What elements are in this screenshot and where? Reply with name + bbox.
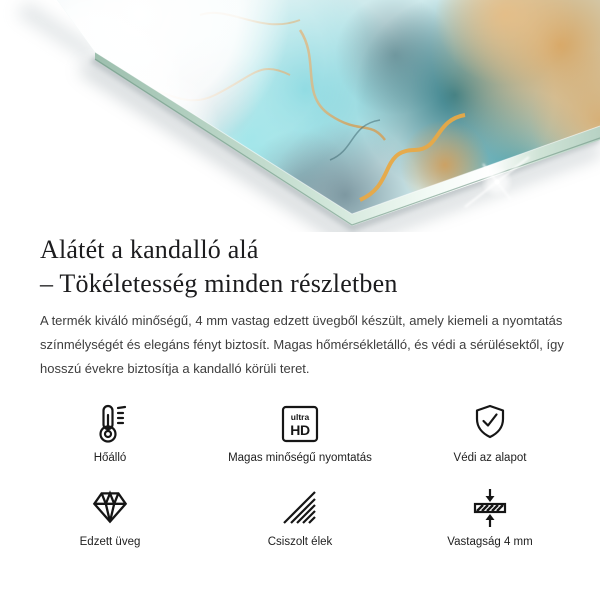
feature-heat-resistant (15, 397, 205, 464)
feature-grid (15, 397, 585, 548)
feature-label: Vastagság 4 mm (447, 536, 533, 548)
feature-tempered-glass (15, 481, 205, 548)
svg-text:ultra: ultra (290, 412, 310, 422)
feature-label: Magas minőségű nyomtatás (228, 452, 372, 464)
feature-label: Hőálló (93, 452, 127, 464)
polished-edges-icon (278, 481, 322, 535)
product-art-svg (0, 0, 600, 232)
feature-label: Csiszolt élek (267, 536, 333, 548)
svg-text:HD: HD (290, 422, 310, 438)
thickness-icon (468, 481, 512, 535)
description-line: hosszú évekre biztosítja a kandalló körüli teret. (40, 361, 310, 376)
product-image (0, 0, 600, 232)
diamond-icon (87, 481, 133, 535)
feature-polished-edges (205, 481, 395, 548)
feature-label: Védi az alapot (453, 452, 527, 464)
feature-print-quality (205, 397, 395, 464)
shield-check-icon (468, 397, 512, 451)
thermometer-icon (88, 397, 132, 451)
feature-label: Edzett üveg (79, 536, 141, 548)
ultra-hd-icon (278, 397, 322, 451)
description-line: színmélységét és elegáns fényt biztosít. Magas hőmérsékletálló, és védi a sérülésektől, így (40, 337, 564, 352)
title-line-1: Alátét a kandalló alá (40, 235, 259, 264)
feature-protects-base (395, 397, 585, 464)
feature-thickness (395, 481, 585, 548)
description-line: A termék kiváló minőségű, 4 mm vastag edzett üvegből készült, amely kiemeli a nyomtatás (40, 313, 563, 328)
product-description (40, 309, 564, 381)
page-title (40, 233, 398, 301)
title-line-2: – Tökéletesség minden részletben (40, 269, 398, 298)
